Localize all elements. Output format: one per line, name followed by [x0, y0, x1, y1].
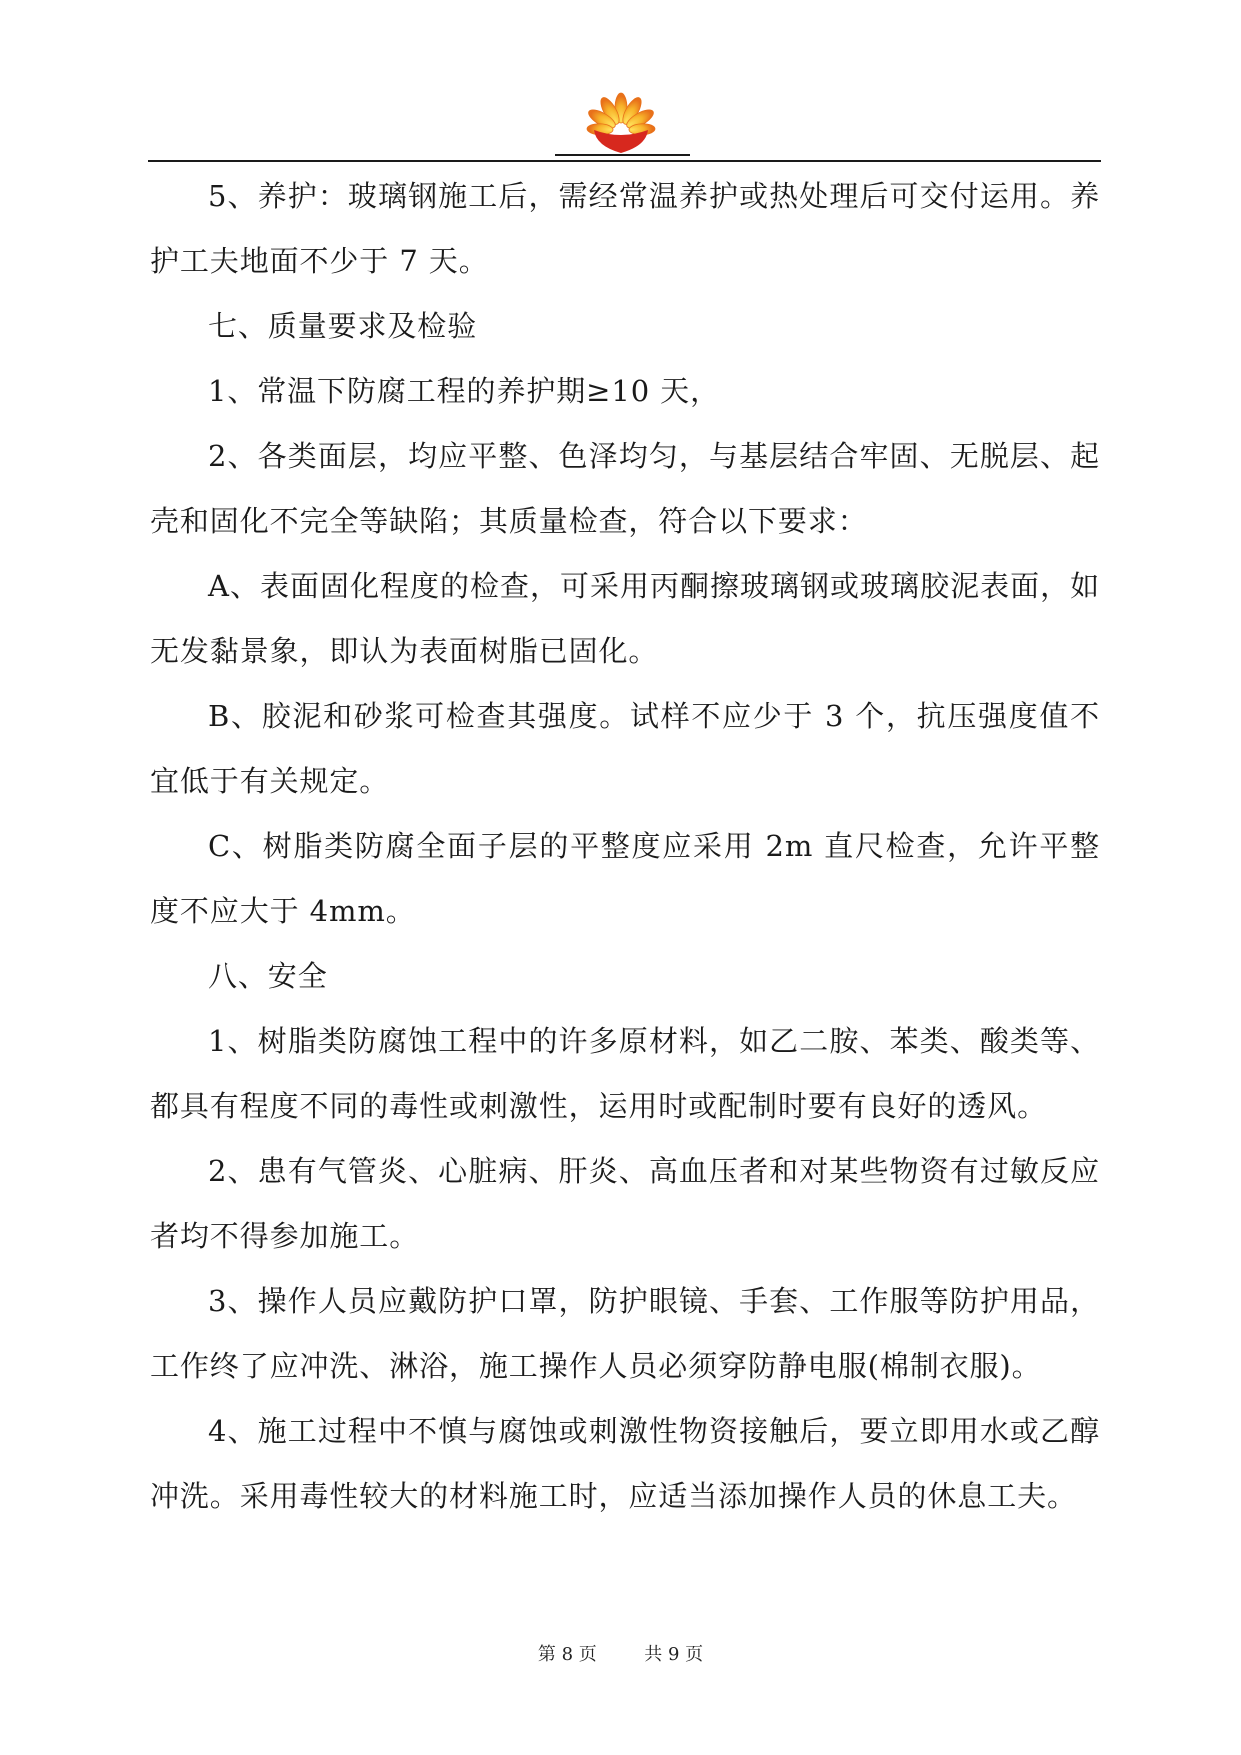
paragraph-safety-4: 4、施工过程中不慎与腐蚀或刺激性物资接触后，要立即用水或乙醇冲洗。采用毒性较大的材料施工时，应适当添加操作人员的休息工夫。 [150, 1414, 1100, 1513]
paragraph-quality-1: 1、常温下防腐工程的养护期≥10 天， [208, 374, 720, 408]
page-number: 第 8 页 [537, 1644, 597, 1665]
section-heading-safety: 八、安全 [208, 959, 328, 993]
header-rule [148, 160, 1101, 162]
paragraph-quality-c: C、树脂类防腐全面子层的平整度应采用 2m 直尺检查，允许平整度不应大于 4mm。 [150, 829, 1100, 928]
paragraph-quality-b: B、胶泥和砂浆可检查其强度。试样不应少于 3 个，抗压强度值不宜低于有关规定。 [150, 699, 1100, 798]
page-header [0, 0, 1241, 170]
paragraph-safety-2: 2、患有气管炎、心脏病、肝炎、高血压者和对某些物资有过敏反应者均不得参加施工。 [150, 1154, 1100, 1253]
paragraph-quality-2: 2、各类面层，均应平整、色泽均匀，与基层结合牢固、无脱层、起壳和固化不完全等缺陷；其质量检查，符合以下要求： [150, 439, 1100, 538]
document-body [150, 164, 1100, 1529]
paragraph-curing: 5、养护：玻璃钢施工后，需经常温养护或热处理后可交付运用。养护工夫地面不少于 7 天。 [150, 179, 1100, 278]
total-pages: 共 9 页 [644, 1644, 704, 1665]
paragraph-safety-3: 3、操作人员应戴防护口罩，防护眼镜、手套、工作服等防护用品，工作终了应冲洗、淋浴，施工操作人员必须穿防静电服(棉制衣服)。 [150, 1284, 1100, 1383]
page-footer [0, 1640, 1241, 1666]
logo-underline [555, 154, 690, 156]
paragraph-safety-1: 1、树脂类防腐蚀工程中的许多原材料，如乙二胺、苯类、酸类等、都具有程度不同的毒性或刺激性，运用时或配制时要有良好的透风。 [150, 1024, 1100, 1123]
section-heading-quality: 七、质量要求及检验 [208, 309, 478, 343]
paragraph-quality-a: A、表面固化程度的检查，可采用丙酮擦玻璃钢或玻璃胶泥表面，如无发黏景象，即认为表面树脂已固化。 [150, 569, 1100, 668]
cnpc-petal-logo-icon [586, 88, 656, 154]
